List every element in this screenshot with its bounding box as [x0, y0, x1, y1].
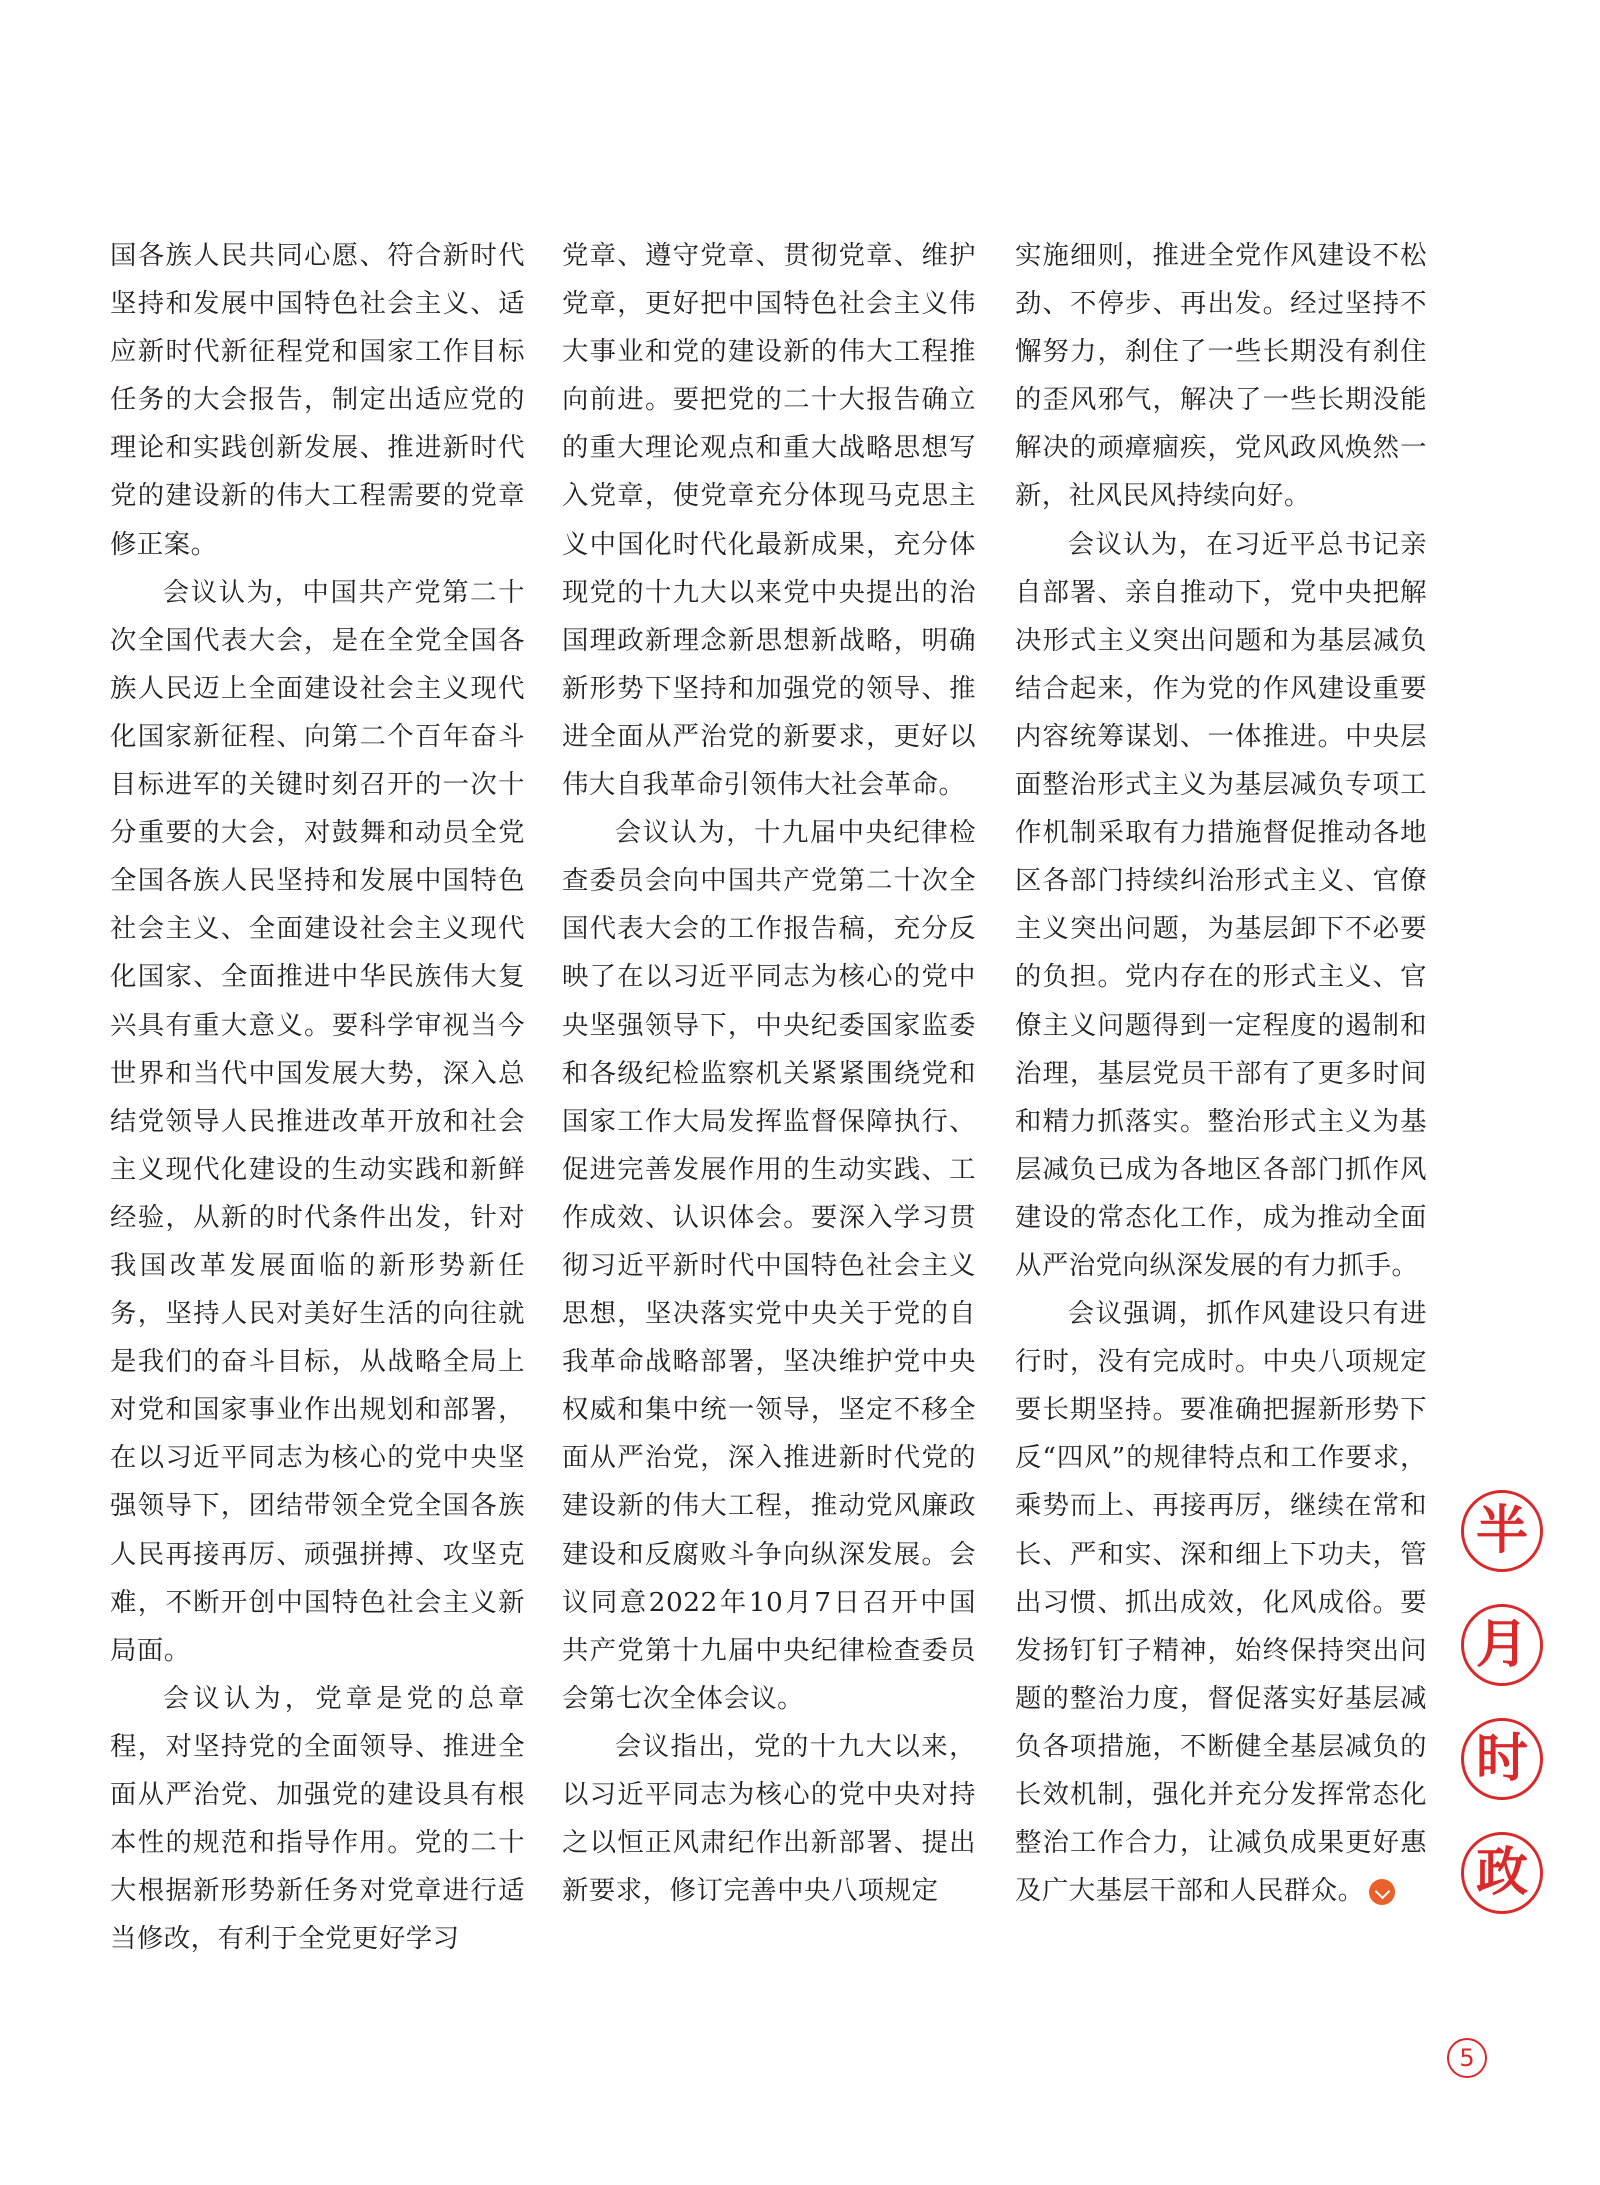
paragraph [1015, 1290, 1427, 1915]
section-badge-char: 半 [1461, 1490, 1543, 1572]
paragraph: 党章、遵守党章、贯彻党章、维护党章，更好把中国特色社会主义伟大事业和党的建设新的伟大工程推向前进。要把党的二十大报告确立的重大理论观点和重大战略思想写入党章，使党章充分体现马克思主义中国化时代化最新成果，充分体现党的十九大以来党中央提出的治国理政新理念新思想新战略，明确新形势下坚持和加强党的领导、推进全面从严治党的新要求，更好以伟大自我革命引领伟大社会革命。 [562, 240, 976, 801]
article-end-icon [1369, 1879, 1395, 1905]
paragraph: 会议认为，十九届中央纪律检查委员会向中国共产党第二十次全国代表大会的工作报告稿，充分反映了在以习近平同志为核心的党中央坚强领导下，中央纪委国家监委和各级纪检监察机关紧紧围绕党和国家工作大局发挥监督保障执行、促进完善发展作用的生动实践、工作成效、认识体会。要深入学习贯彻习近平新时代中国特色社会主义思想，坚决落实党中央关于党的自我革命战略部署，坚决维护党中央权威和集中统一领导，坚定不移全面从严治党，深入推进新时代党的建设新的伟大工程，推动党风廉政建设和反腐败斗争向纵深发展。会议同意2022年10月7日召开中国共产党第十九届中央纪律检查委员会第七次全体会议。 [562, 817, 976, 1714]
paragraph: 国各族人民共同心愿、符合新时代坚持和发展中国特色社会主义、适应新时代新征程党和国家工作目标任务的大会报告，制定出适应党的理论和实践创新发展、推进新时代党的建设新的伟大工程需要的党章修正案。 [110, 240, 525, 560]
paragraph: 会议认为，在习近平总书记亲自部署、亲自推动下，党中央把解决形式主义突出问题和为基层减负结合起来，作为党的作风建设重要内容统筹谋划、一体推进。中央层面整治形式主义为基层减负专项工作机制采取有力措施督促推动各地区各部门持续纠治形式主义、官僚主义突出问题，为基层卸下不必要的负担。党内存在的形式主义、官僚主义问题得到一定程度的遏制和治理，基层党员干部有了更多时间和精力抓落实。整治形式主义为基层减负已成为各地区各部门抓作风建设的常态化工作，成为推动全面从严治党向纵深发展的有力抓手。 [1015, 528, 1427, 1281]
section-badge [1461, 1490, 1551, 1946]
paragraph: 实施细则，推进全党作风建设不松劲、不停步、再出发。经过坚持不懈努力，刹住了一些长期没有刹住的歪风邪气，解决了一些长期没能解决的顽瘴痼疾，党风政风焕然一新，社风民风持续向好。 [1015, 240, 1427, 512]
section-badge-char: 政 [1461, 1832, 1543, 1914]
text-column-2 [562, 232, 976, 1915]
paragraph: 会议认为，中国共产党第二十次全国代表大会，是在全党全国各族人民迈上全面建设社会主义现代化国家新征程、向第二个百年奋斗目标进军的关键时刻召开的一次十分重要的大会，对鼓舞和动员全党全国各族人民坚持和发展中国特色社会主义、全面建设社会主义现代化国家、全面推进中华民族伟大复兴具有重大意义。要科学审视当今世界和当代中国发展大势，深入总结党领导人民推进改革开放和社会主义现代化建设的生动实践和新鲜经验，从新的时代条件出发，针对我国改革发展面临的新形势新任务，坚持人民对美好生活的向往就是我们的奋斗目标，从战略全局上对党和国家事业作出规划和部署，在以习近平同志为核心的党中央坚强领导下，团结带领全党全国各族人民再接再厉、顽强拼搏、攻坚克难，不断开创中国特色社会主义新局面。 [110, 576, 525, 1666]
paragraph: 会议指出，党的十九大以来，以习近平同志为核心的党中央对持之以恒正风肃纪作出新部署、提出新要求，修订完善中央八项规定 [562, 1730, 976, 1907]
page-number: 5 [1447, 2038, 1487, 2078]
text-column-1 [110, 232, 525, 1963]
section-badge-char: 时 [1461, 1718, 1543, 1800]
paragraph-text: 会议强调，抓作风建设只有进行时，没有完成时。中央八项规定要长期坚持。要准确把握新形势下反“四风”的规律特点和工作要求，乘势而上、再接再厉，继续在常和长、严和实、深和细上下功夫，管出习惯、抓出成效，化风成俗。要发扬钉钉子精神，始终保持突出问题的整治力度，督促落实好基层减负各项措施，不断健全基层减负的长效机制，强化并充分发挥常态化整治工作合力，让减负成果更好惠及广大基层干部和人民群众。 [1015, 1298, 1427, 1907]
text-column-3 [1015, 232, 1427, 1915]
section-badge-char: 月 [1461, 1604, 1543, 1686]
paragraph: 会议认为，党章是党的总章程，对坚持党的全面领导、推进全面从严治党、加强党的建设具有根本性的规范和指导作用。党的二十大根据新形势新任务对党章进行适当修改，有利于全党更好学习 [110, 1682, 525, 1955]
